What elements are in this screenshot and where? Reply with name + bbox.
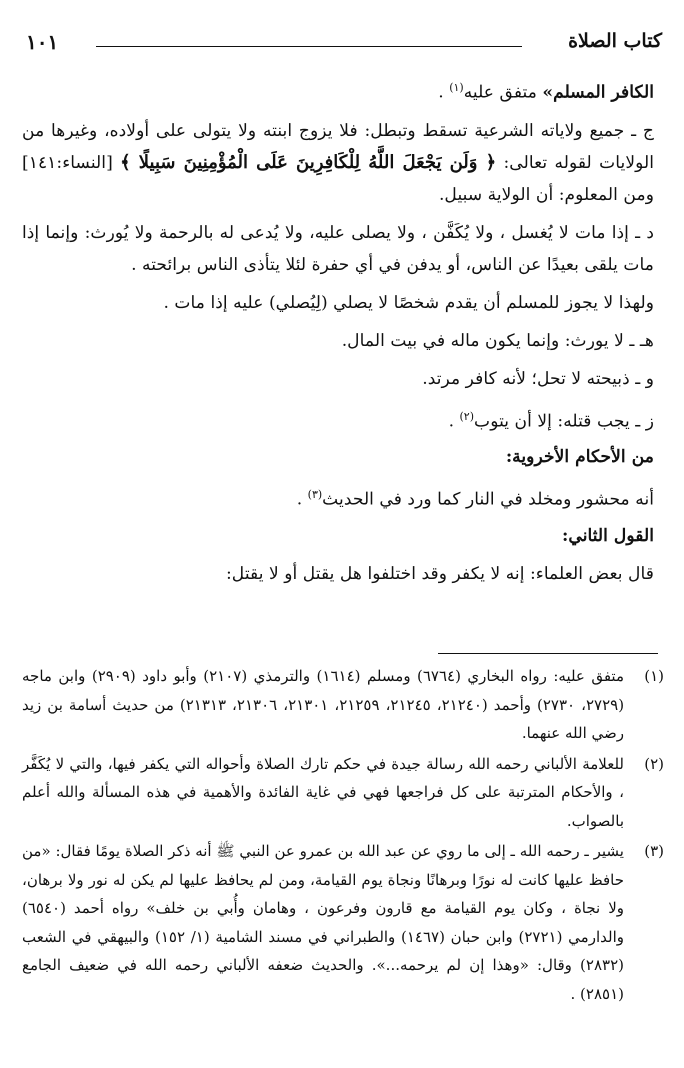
section-heading-2: القول الثاني:: [562, 526, 654, 547]
footnote-3: [22, 837, 664, 1008]
footnote-number: (١): [644, 667, 664, 685]
paragraph-6: و ـ ذبيحته لا تحل؛ لأنه كافر مرتد.: [422, 368, 654, 389]
paragraph-2-end: [النساء:١٤١] ومن المعلوم: أن الولاية سبيل.: [22, 152, 654, 205]
footnotes: [22, 662, 664, 1010]
paragraph-9: قال بعض العلماء: إنه لا يكفر وقد اختلفوا هل يقتل أو لا يقتل:: [226, 564, 654, 585]
paragraph-2: [22, 115, 654, 211]
quran-verse: ﴿ وَلَن يَجْعَلَ اللَّهُ لِلْكَافِرِينَ عَلَى الْمُؤْمِنِينَ سَبِيلًا ﴾: [120, 151, 497, 173]
footnote-text: يشير ـ رحمه الله ـ إلى ما روي عن عبد الله بن عمرو عن النبي ﷺ أنه ذكر الصلاة يومًا فقال: «من حافظ عليها كانت له نورًا وبرهانًا ونجاة يوم القيامة، ومن لم يحافظ عليها لم يكن له نور ولا برهان، ولا نجاة ، وكان يوم القيامة مع قارون وفرعون ، وهامان وأُبي بن خلف» رواه أحمد (٦٥٤٠) والدارمي (٢٧٢١) وابن حبان (١٤٦٧) والطبراني في مسند الشامية (١/ ١٥٢) والبيهقي في الشعب (٢٨٣٢) وقال: «وهذا إن لم يرحمه...». والحديث ضعفه الألباني رحمه الله في ضعيف الجامع (٢٨٥١) .: [22, 842, 624, 1003]
section-heading-1: من الأحكام الأخروية:: [505, 447, 654, 468]
paragraph-4: ولهذا لا يجوز للمسلم أن يقدم شخصًا لا يصلي (لِيُصلي) عليه إذا مات .: [163, 292, 654, 313]
paragraph-1: [22, 72, 654, 109]
running-title: كتاب الصلاة: [568, 30, 662, 52]
footnote-number: (٣): [644, 842, 664, 860]
footnote-text: متفق عليه: رواه البخاري (٦٧٦٤) ومسلم (١٦١٤) والترمذي (٢١٠٧) وأبو داود (٢٩٠٩) وابن ماجه (٢٧٢٩، ٢٧٣٠) وأحمد (٢١٢٤٠، ٢١٢٤٥، ٢١٢٥٩، ٢١٣٠١، ٢١٣٠٦، ٢١٣١٣) من حديث أسامة بن زيد رضي الله عنهما.: [22, 667, 625, 742]
paragraph-1-text: متفق عليه: [463, 82, 537, 103]
footnote-ref-1[interactable]: (١): [449, 81, 464, 94]
footnote-2: [22, 750, 664, 836]
main-text: [22, 72, 654, 590]
paragraph-3: د ـ إذا مات لا يُغسل ، ولا يُكَفَّن ، ولا يصلى عليه، ولا يُدعى له بالرحمة ولا يُورث: وإنما إذا مات يلقى بعيدًا عن الناس، أو يدفن في أي حفرة لئلا يتأذى الناس برائحته .: [22, 222, 654, 275]
paragraph-7-text: ز ـ يجب قتله: إلا أن يتوب: [474, 411, 654, 432]
paragraph-7-end: .: [448, 411, 455, 432]
paragraph-8: [22, 479, 654, 516]
paragraph-8-end: .: [296, 490, 303, 511]
footnote-1: [22, 662, 664, 748]
paragraph-5: هـ ـ لا يورث: وإنما يكون ماله في بيت المال.: [341, 330, 654, 351]
footnote-text: للعلامة الألباني رحمه الله رسالة جيدة في حكم تارك الصلاة وأحواله التي يكفر فيها، والتي لا يُكَفَّر ، والأحكام المترتبة على كل فراجعها فهي في غاية الفائدة والأهمية في هذه المسألة والله أعلم بالصواب.: [22, 754, 624, 830]
footnote-ref-3[interactable]: (٣): [307, 488, 323, 502]
header-rule: [96, 46, 522, 47]
paragraph-8-text: أنه محشور ومخلد في النار كما ورد في الحديث: [322, 490, 654, 511]
page-header: [26, 30, 662, 60]
hadith-fragment: الكافر المسلم»: [542, 82, 654, 103]
footnote-separator: [438, 653, 658, 654]
paragraph-2-text: ج ـ جميع ولاياته الشرعية تسقط وتبطل: فلا يزوج ابنته ولا يتولى على أولاده، وغيرها من الولايات لقوله تعالى:: [22, 120, 655, 173]
footnote-number: (٢): [644, 754, 664, 773]
page-number: ١٠١: [26, 30, 59, 54]
paragraph-1-end: .: [438, 82, 444, 103]
footnote-ref-2[interactable]: (٢): [459, 409, 475, 423]
paragraph-7: [22, 401, 654, 438]
